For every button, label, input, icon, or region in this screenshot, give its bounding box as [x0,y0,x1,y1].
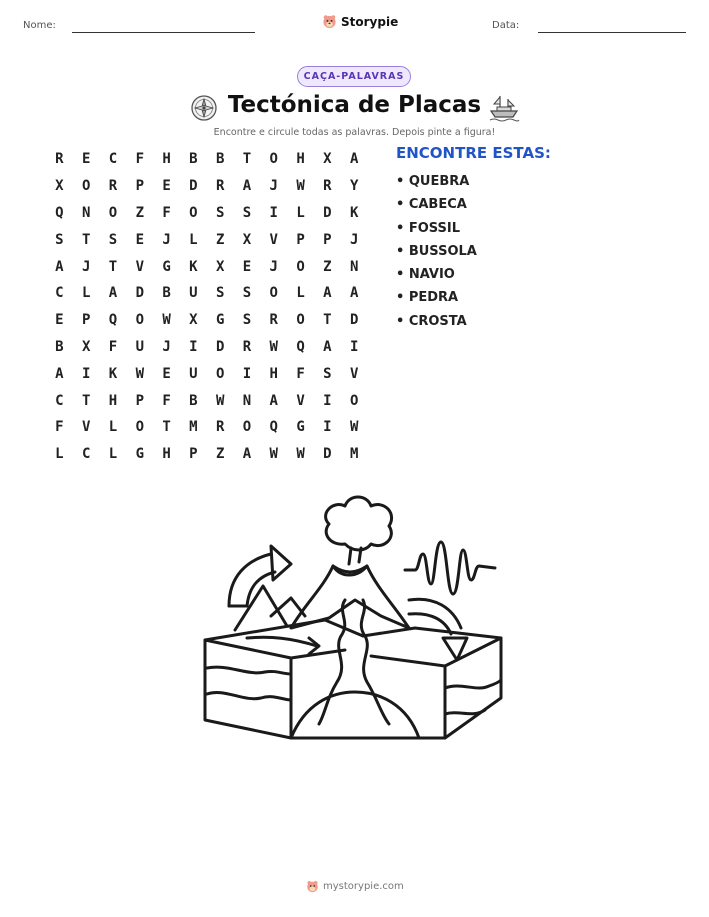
word-item: • CROSTA [396,313,467,329]
grid-cell[interactable]: T [323,312,332,329]
grid-cell[interactable]: V [296,392,305,409]
grid-cell[interactable]: X [323,151,332,168]
grid-cell[interactable]: I [269,204,278,221]
grid-cell[interactable]: R [108,178,118,195]
grid-cell[interactable]: X [242,231,252,248]
grid-cell[interactable]: M [189,419,198,436]
word-search-grid[interactable] [46,146,368,468]
grid-cell[interactable]: D [323,204,332,221]
brand-name: Storypie [341,14,399,29]
grid-cell[interactable]: T [81,231,91,248]
grid-cell[interactable]: J [269,178,278,195]
grid-cell[interactable]: J [349,231,359,248]
grid-cell[interactable]: E [242,258,252,275]
grid-cell[interactable]: A [55,365,64,382]
grid-cell[interactable]: Z [215,231,225,248]
grid-cell[interactable]: I [349,338,359,355]
grid-cell[interactable]: S [242,285,252,302]
grid-cell[interactable]: J [269,258,278,275]
word-item: • BUSSOLA [396,243,477,259]
grid-cell[interactable]: M [349,446,359,463]
grid-cell[interactable]: O [296,258,305,275]
grid-cell[interactable]: D [323,446,332,463]
grid-cell[interactable]: B [189,392,198,409]
grid-cell[interactable]: H [108,392,118,409]
grid-cell[interactable]: D [349,312,359,329]
grid-cell[interactable]: S [215,285,225,302]
grid-cell[interactable]: C [108,151,118,168]
grid-cell[interactable]: T [108,258,118,275]
grid-cell[interactable]: N [242,392,252,409]
grid-cell[interactable]: F [135,151,144,168]
grid-cell[interactable]: L [296,204,305,221]
grid-cell[interactable]: B [189,151,198,168]
grid-cell[interactable]: T [81,392,91,409]
word-list [396,170,477,333]
grid-cell[interactable]: I [81,365,91,382]
grid-cell[interactable]: P [323,231,332,248]
grid-cell[interactable]: Z [135,204,144,221]
grid-cell[interactable]: I [323,419,332,436]
grid-cell[interactable]: F [108,338,118,355]
grid-cell[interactable]: B [55,338,64,355]
grid-cell[interactable]: N [81,204,91,221]
grid-cell[interactable]: X [215,258,225,275]
grid-cell[interactable]: H [296,151,305,168]
grid-cell[interactable]: A [242,178,252,195]
grid-cell[interactable]: Y [349,178,359,195]
grid-cell[interactable]: L [296,285,305,302]
grid-cell[interactable]: R [215,419,225,436]
word-item: • CABECA [396,197,467,213]
grid-cell[interactable]: L [108,419,118,436]
grid-cell[interactable]: P [81,312,91,329]
grid-cell[interactable]: S [108,231,118,248]
grid-cell[interactable]: W [135,365,144,382]
grid-cell[interactable]: Q [55,204,64,221]
grid-cell[interactable]: S [242,312,252,329]
footer-url: mystorypie.com [323,881,404,892]
grid-cell[interactable]: O [242,419,252,436]
grid-cell[interactable]: J [81,258,91,275]
grid-cell[interactable]: A [323,338,332,355]
word-list-title: ENCONTRE ESTAS: [396,144,551,162]
word-item: • FOSSIL [396,220,461,236]
grid-cell[interactable]: P [135,392,144,409]
grid-cell[interactable]: K [108,365,118,382]
grid-cell[interactable]: O [349,392,359,409]
grid-cell[interactable]: A [349,151,359,168]
grid-cell[interactable]: R [242,338,252,355]
grid-cell[interactable]: L [108,446,118,463]
grid-cell[interactable]: Q [269,419,278,436]
instructions: Encontre e circule todas as palavras. Depois pinte a figura! [213,127,496,138]
grid-cell[interactable]: Z [215,446,225,463]
grid-cell[interactable]: R [269,312,278,329]
grid-cell[interactable]: A [269,392,278,409]
storypie-logo-icon [322,14,337,29]
grid-cell[interactable]: G [162,258,171,275]
grid-cell[interactable]: Z [323,258,332,275]
grid-cell[interactable]: O [269,285,278,302]
grid-cell[interactable]: T [162,419,171,436]
grid-cell[interactable]: C [55,285,64,302]
storypie-logo-icon [306,880,319,893]
grid-cell[interactable]: R [323,178,332,195]
grid-cell[interactable]: W [296,178,305,195]
grid-cell[interactable]: U [189,365,198,382]
date-label: Data: [492,20,520,31]
grid-cell[interactable]: B [162,285,171,302]
grid-cell[interactable]: R [215,178,225,195]
grid-cell[interactable]: W [296,446,305,463]
grid-cell[interactable]: V [135,258,144,275]
grid-cell[interactable]: P [189,446,198,463]
grid-cell[interactable]: S [55,231,64,248]
grid-cell[interactable]: G [135,446,144,463]
date-line[interactable] [538,32,686,33]
grid-cell[interactable]: W [269,446,278,463]
grid-cell[interactable]: L [81,285,91,302]
grid-cell[interactable]: V [349,365,359,382]
grid-cell[interactable]: O [296,312,305,329]
grid-cell[interactable]: L [189,231,198,248]
grid-cell[interactable]: W [269,338,278,355]
activity-badge: CAÇA-PALAVRAS [297,66,411,87]
grid-cell[interactable]: H [162,446,171,463]
grid-cell[interactable]: C [55,392,64,409]
grid-cell[interactable]: W [349,419,359,436]
grid-cell[interactable]: L [55,446,64,463]
grid-cell[interactable]: X [189,312,198,329]
footer [306,880,404,893]
grid-cell[interactable]: O [215,365,225,382]
grid-cell[interactable]: F [55,419,64,436]
grid-cell[interactable]: O [269,151,278,168]
grid-cell[interactable]: G [215,312,225,329]
grid-cell[interactable]: E [135,231,144,248]
grid-cell[interactable]: E [55,312,64,329]
grid-cell[interactable]: G [296,419,305,436]
grid-cell[interactable]: J [162,231,171,248]
grid-cell[interactable]: N [349,258,359,275]
grid-cell[interactable]: U [135,338,144,355]
grid-cell[interactable]: E [81,151,91,168]
grid-cell[interactable]: R [55,151,64,168]
grid-cell[interactable]: S [323,365,332,382]
grid-cell[interactable]: V [81,419,91,436]
tectonic-plates-illustration[interactable] [195,488,515,768]
grid-cell[interactable]: I [323,392,332,409]
grid-cell[interactable]: W [215,392,225,409]
grid-cell[interactable]: V [269,231,278,248]
ship-icon [488,93,520,123]
brand-logo [322,14,398,29]
word-item: • QUEBRA [396,174,470,189]
grid-cell[interactable]: P [296,231,305,248]
grid-cell[interactable]: A [242,446,252,463]
grid-cell[interactable]: O [135,312,144,329]
grid-cell[interactable]: W [162,312,171,329]
grid-cell[interactable]: O [135,419,144,436]
grid-cell[interactable]: Q [296,338,305,355]
grid-cell[interactable]: F [296,365,305,382]
grid-cell[interactable]: C [81,446,91,463]
grid-cell[interactable]: A [55,258,64,275]
grid-cell[interactable]: J [162,338,171,355]
grid-cell[interactable]: Q [108,312,118,329]
grid-cell[interactable]: X [55,178,64,195]
word-item: • NAVIO [396,267,455,283]
grid-cell[interactable]: X [81,338,91,355]
grid-cell[interactable]: O [81,178,91,195]
grid-cell[interactable]: K [349,204,359,221]
grid-cell[interactable]: H [162,151,171,168]
grid-cell[interactable]: A [349,285,359,302]
page-title: Tectónica de Placas [227,92,482,118]
grid-cell[interactable]: A [108,285,118,302]
grid-cell[interactable]: B [215,151,225,168]
grid-cell[interactable]: A [323,285,332,302]
grid-cell[interactable]: S [242,204,252,221]
grid-cell[interactable]: E [162,178,171,195]
grid-cell[interactable]: E [162,365,171,382]
grid-cell[interactable]: O [108,204,118,221]
grid-cell[interactable]: D [135,285,144,302]
grid-cell[interactable]: D [189,178,198,195]
grid-cell[interactable]: P [135,178,144,195]
word-item: • PEDRA [396,290,459,306]
grid-cell[interactable]: O [189,204,198,221]
name-label: Nome: [23,20,56,31]
grid-cell[interactable]: I [242,365,252,382]
grid-cell[interactable]: D [215,338,225,355]
grid-cell[interactable]: S [215,204,225,221]
grid-cell[interactable]: K [189,258,198,275]
grid-cell[interactable]: F [162,392,171,409]
grid-cell[interactable]: F [162,204,171,221]
name-line[interactable] [72,32,255,33]
grid-cell[interactable]: I [189,338,198,355]
grid-cell[interactable]: T [242,151,252,168]
grid-cell[interactable]: U [189,285,198,302]
grid-cell[interactable]: H [269,365,278,382]
